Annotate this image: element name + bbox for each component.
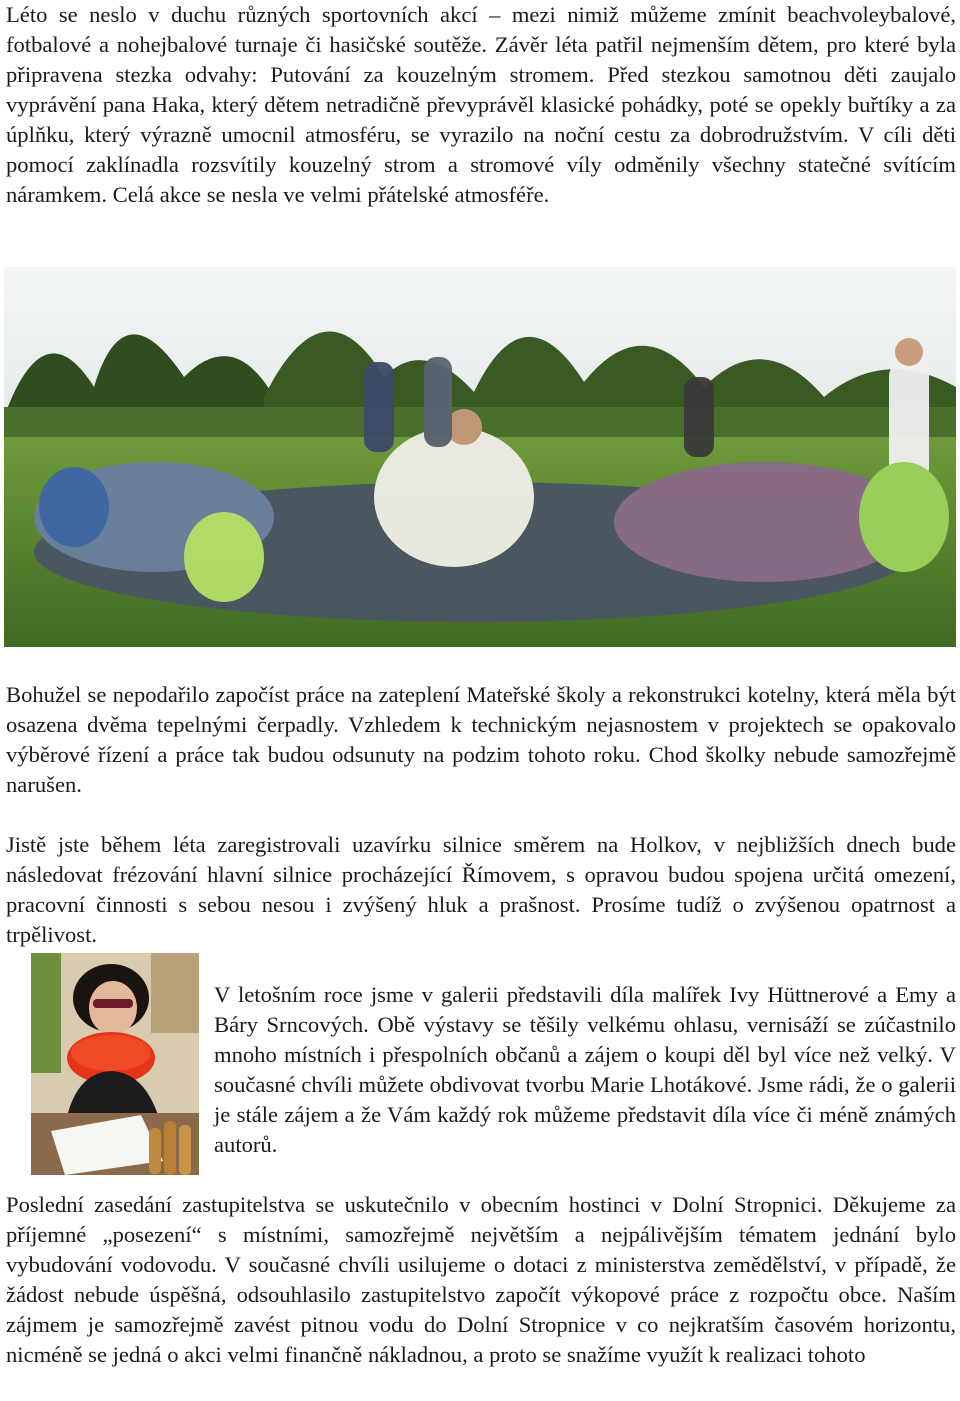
paragraph-summer-events: Léto se neslo v duchu různých sportovních akcí – mezi nimiž můžeme zmínit beachvoleybalové, fotbalové a nohejbalové turnaje či hasičské soutěže. Závěr léta patřil nejmenším dětem, pro které byla připravena stezka odvahy: Putování za kouzelným stromem. Před stezkou samotnou děti zaujalo vyprávění pana Haka, který dětem netradičně převyprávěl klasické pohádky, poté se opekly buřtíky a za úplňku, který výrazně umocnil atmosféru, se vyrazilo na noční cestu za dobrodružstvím. V cíli děti pomocí zaklínadla rozsvítily kouzelný strom a stromové víly odměnily všechny statečné svítícím náramkem. Celá akce se nesla ve velmi přátelské atmosféře. bbox=[6, 2, 956, 207]
group-photo-illustration bbox=[4, 267, 956, 647]
group-photo bbox=[4, 267, 956, 647]
paragraph-road-closure: Jistě jste během léta zaregistrovali uzavírku silnice směrem na Holkov, v nejbližších dnech bude následovat frézování hlavní silnice procházející Římovem, s opravou budou spojena určitá omezení, pracovní činnosti s sebou nesou i zvýšený hluk a prašnost. Prosíme tudíž o zvýšenou opatrnost a trpělivost. bbox=[6, 832, 956, 947]
painter-photo-illustration bbox=[31, 953, 199, 1175]
paragraph-gallery: V letošním roce jsme v galerii představili díla malířek Ivy Hüttnerové a Emy a Báry Srncových. Obě výstavy se těšily velkému ohlasu, vernisáží se zúčastnilo mnoho místních i přespolních občanů a zájem o koupi děl byl více než velký. V současné chvíli můžete obdivovat tvorbu Marie Lhotákové. Jsme rádi, že o galerii je stále zájem a že Vám každý rok můžeme představit díla více či méně známých autorů. bbox=[214, 982, 956, 1157]
paragraph-council-meeting: Poslední zasedání zastupitelstva se uskutečnilo v obecním hostinci v Dolní Stropnici. Děkujeme za příjemné „posezení“ s místními, samozřejmě největším a nejpálivějším tématem jednání bylo vybudování vodovodu. V současné chvíli usilujeme o dotaci z ministerstva zemědělství, v případě, že žádost nebude úspěšná, odsouhlasilo zastupitelstvo započít výkopové práce z rozpočtu obce. Naším zájmem je samozřejmě zavést pitnou vodu do Dolní Stropnice v co nejkratším časovém horizontu, nicméně se jedná o akci velmi finančně nákladnou, a proto se snažíme využít k realizaci tohoto bbox=[6, 1192, 956, 1367]
paragraph-kindergarten: Bohužel se nepodařilo započíst práce na zateplení Mateřské školy a rekonstrukci kotelny, která měla být osazena dvěma tepelnými čerpadly. Vzhledem k technickým nejasnostem v projektech se opakovalo výběrové řízení a práce tak budou odsunuty na podzim tohoto roku. Chod školky nebude samozřejmě narušen. bbox=[6, 682, 956, 797]
painter-photo bbox=[31, 953, 199, 1175]
